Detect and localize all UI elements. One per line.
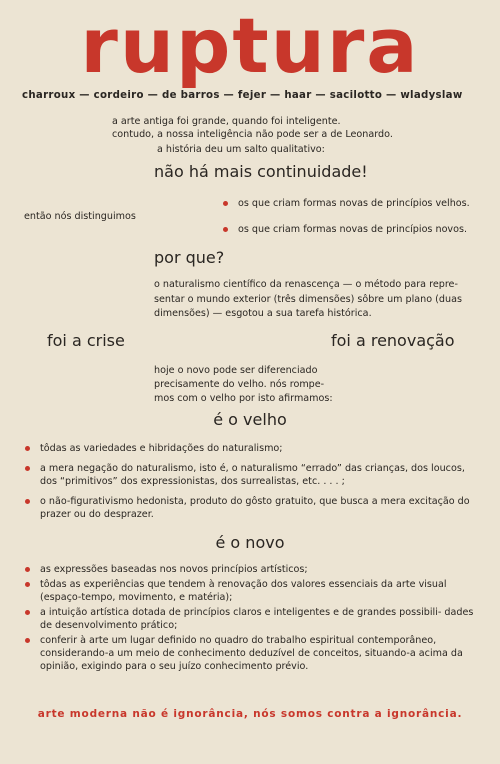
heading-novo: é o novo	[215, 533, 285, 552]
intro-line-1: a arte antiga foi grande, quando foi inteligente.	[112, 116, 341, 127]
novo-item: conferir à arte um lugar definido no quadro do trabalho espiritual contemporâneo, considerando-a um meio de conhecimento deduzível de conceitos, situando-a acima da opinião, exigindo para o seu juízo conhecimento prévio.	[40, 635, 463, 672]
bullet-dot	[25, 446, 30, 451]
bullet-dot	[25, 499, 30, 504]
velho-item: tôdas as variedades e hibridações do naturalismo;	[40, 443, 283, 454]
novo-item: tôdas as experiências que tendem à renovação dos valores essenciais da arte visual (espaço-tempo, movimento, e matéria);	[40, 579, 447, 603]
heading-porque: por que?	[154, 248, 225, 267]
novo-item: a intuição artística dotada de princípios claros e inteligentes e de grandes possibili- dades de desenvolvimento prático;	[40, 607, 474, 631]
velho-item: a mera negação do naturalismo, isto é, o naturalismo “errado” das crianças, dos loucos, dos “primitivos” dos expressionistas, dos surrealistas, etc. . . . ;	[40, 463, 465, 487]
poster-title: ruptura	[80, 1, 420, 90]
bullet-dot	[25, 582, 30, 587]
bullet-dot	[25, 567, 30, 572]
footer-slogan: arte moderna não é ignorância, nós somos contra a ignorância.	[37, 708, 463, 720]
distinguimos-label: então nós distinguimos	[24, 211, 136, 222]
porque-line-1: o naturalismo científico da renascença — o método para repre-	[154, 279, 458, 290]
porque-line-3: dimensões) — esgotou a sua tarefa histórica.	[154, 308, 372, 319]
porque-line-2: sentar o mundo exterior (três dimensões) sôbre um plano (duas	[154, 294, 462, 305]
bullet-dot	[223, 201, 228, 206]
heading-crise: foi a crise	[47, 331, 125, 350]
distinguimos-item-2: os que criam formas novas de princípios novos.	[238, 224, 468, 235]
bullet-dot	[25, 610, 30, 615]
heading-velho: é o velho	[213, 410, 287, 429]
intro-line-2: contudo, a nossa inteligência não pode ser a de Leonardo.	[112, 129, 393, 140]
intro-line-3: a história deu um salto qualitativo:	[157, 144, 325, 155]
heading-renovacao: foi a renovação	[331, 331, 455, 350]
velho-item: o não-figurativismo hedonista, produto do gôsto gratuito, que busca a mera excitação do prazer ou do desprazer.	[40, 496, 470, 520]
novo-text-line-2: precisamente do velho. nós rompe-	[154, 379, 325, 390]
bullet-dot	[223, 227, 228, 232]
artist-names: charroux — cordeiro — de barros — fejer — haar — sacilotto — wladyslaw	[22, 90, 463, 101]
novo-text-line-1: hoje o novo pode ser diferenciado	[154, 365, 318, 376]
bullet-dot	[25, 466, 30, 471]
heading-continuidade: não há mais continuidade!	[154, 162, 368, 181]
bullet-dot	[25, 638, 30, 643]
distinguimos-item-1: os que criam formas novas de princípios velhos.	[238, 198, 470, 209]
novo-item: as expressões baseadas nos novos princípios artísticos;	[40, 564, 308, 575]
novo-text-line-3: mos com o velho por isto afirmamos:	[154, 393, 333, 404]
